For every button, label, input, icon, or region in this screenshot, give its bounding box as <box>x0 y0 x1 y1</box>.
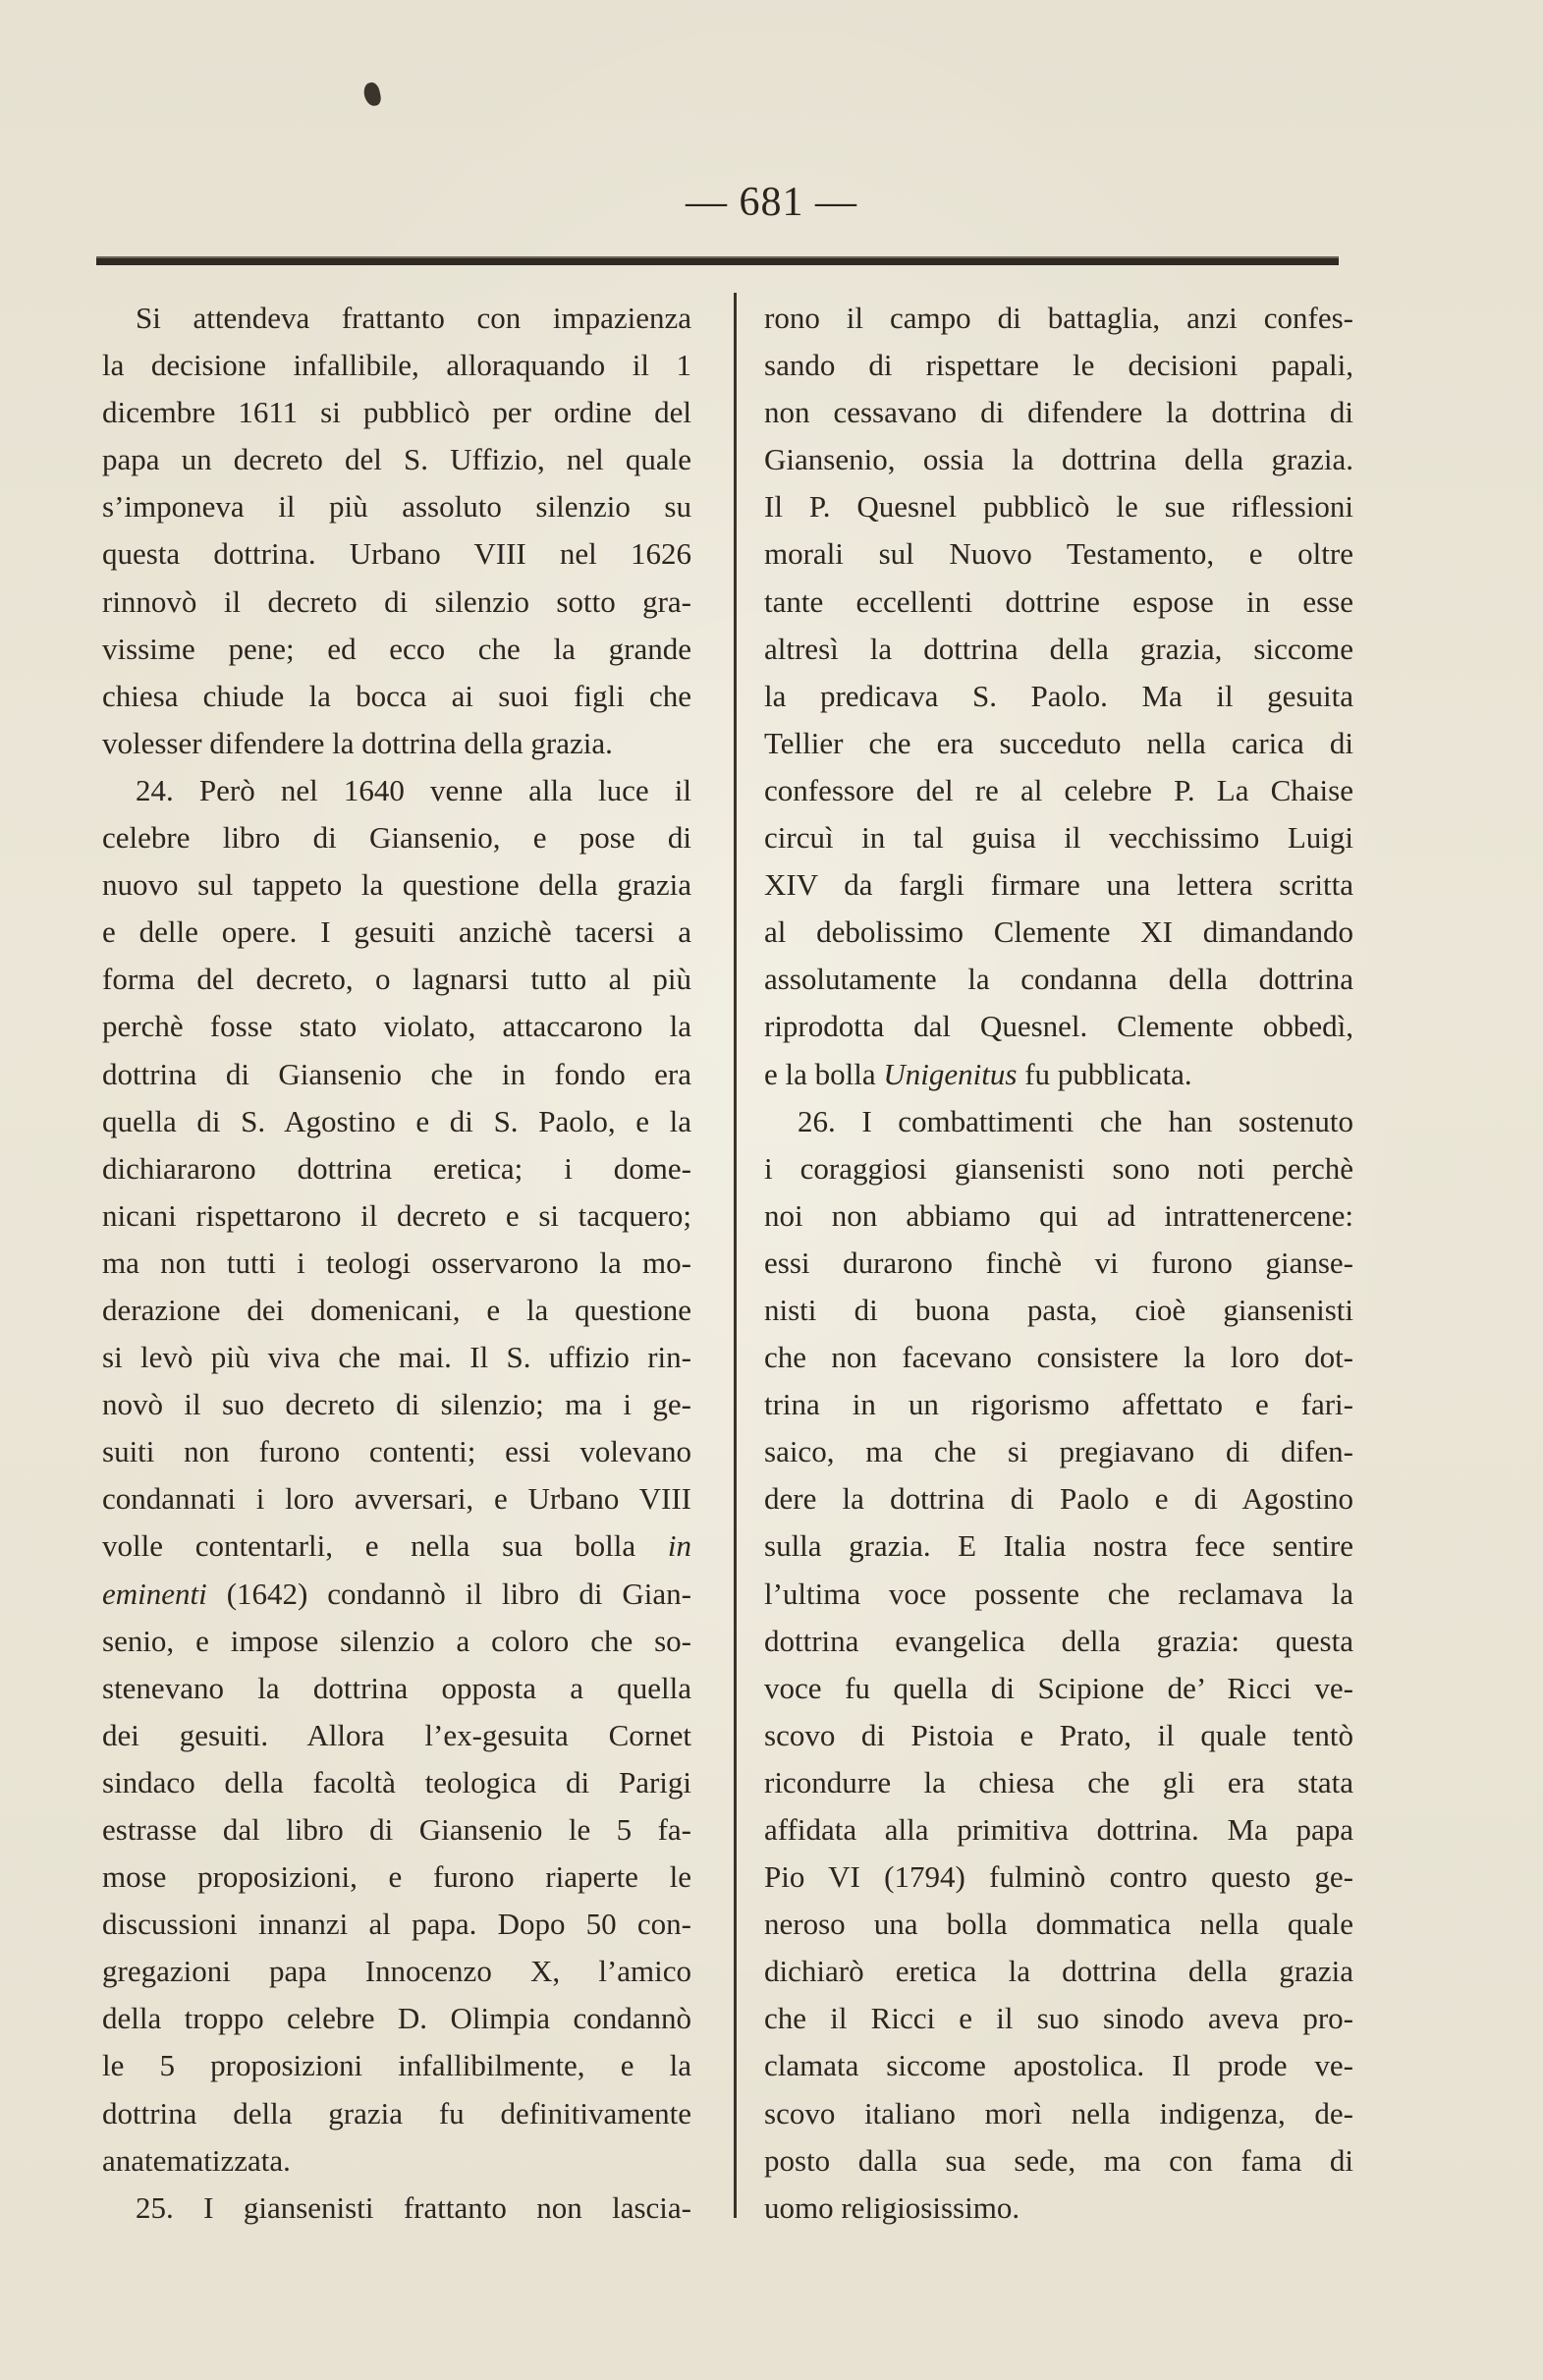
text-line: anatematizzata. <box>102 2142 291 2178</box>
text-line: circuì in tal guisa il vecchissimo Luigi <box>764 820 1353 856</box>
text-line: nisti di buona pasta, cioè giansenisti <box>764 1292 1353 1327</box>
text-line: dicembre 1611 si pubblicò per ordine del <box>102 395 691 430</box>
text-line: morali sul Nuovo Testamento, e oltre <box>764 536 1353 572</box>
line-text: (1642) condannò il libro di Gian- <box>226 1576 691 1611</box>
text-line: novò il suo decreto di silenzio; ma i ge- <box>102 1387 691 1422</box>
text-line <box>102 1571 691 1618</box>
text-line: sando di rispettare le decisioni papali, <box>764 348 1353 383</box>
text-line: dottrina evangelica della grazia: questa <box>764 1623 1353 1658</box>
text-line: 26. I combattimenti che han sostenuto <box>798 1103 1353 1138</box>
text-line: tante eccellenti dottrine espose in esse <box>764 583 1353 619</box>
text-line: mose proposizioni, e furono riaperte le <box>102 1859 691 1895</box>
text-line: ma non tutti i teologi osservarono la mo- <box>102 1245 691 1280</box>
text-line: Giansenio, ossia la dottrina della grazia. <box>764 442 1353 477</box>
text-line: condannati i loro avversari, e Urbano VIII <box>102 1481 691 1517</box>
text-line: sulla grazia. E Italia nostra fece sentire <box>764 1528 1353 1564</box>
text-line: discussioni innanzi al papa. Dopo 50 con- <box>102 1907 691 1942</box>
text-line: quella di S. Agostino e di S. Paolo, e la <box>102 1103 691 1138</box>
text-line: dottrina di Giansenio che in fondo era <box>102 1056 691 1091</box>
text-line: saico, ma che si pregiavano di difen- <box>764 1434 1353 1469</box>
text-line: confessore del re al celebre P. La Chaise <box>764 772 1353 807</box>
text-line: la predicava S. Paolo. Ma il gesuita <box>764 678 1353 713</box>
text-line: clamata siccome apostolica. Il prode ve- <box>764 2048 1353 2083</box>
text-line <box>764 1051 1353 1098</box>
italic-term: eminenti <box>102 1576 207 1611</box>
text-line: dichiararono dottrina eretica; i dome- <box>102 1150 691 1186</box>
text-line: senio, e impose silenzio a coloro che so- <box>102 1623 691 1658</box>
text-line: Il P. Quesnel pubblicò le sue riflessioni <box>764 489 1353 525</box>
text-line: neroso una bolla dommatica nella quale <box>764 1907 1353 1942</box>
text-line: che il Ricci e il suo sinodo aveva pro- <box>764 2001 1353 2036</box>
text-line: si levò più viva che mai. Il S. uffizio rin- <box>102 1340 691 1375</box>
header-rule <box>96 256 1339 265</box>
text-line: scovo italiano morì nella indigenza, de- <box>764 2095 1353 2131</box>
text-line: stenevano la dottrina opposta a quella <box>102 1670 691 1705</box>
text-line: volesser difendere la dottrina della grazia. <box>102 725 613 760</box>
text-line: forma del decreto, o lagnarsi tutto al più <box>102 962 691 997</box>
text-line: scovo di Pistoia e Prato, il quale tentò <box>764 1717 1353 1752</box>
text-line: gregazioni papa Innocenzo X, l’amico <box>102 1954 691 1989</box>
text-line: Si attendeva frattanto con impazienza <box>136 301 691 335</box>
text-line: dere la dottrina di Paolo e di Agostino <box>764 1481 1353 1517</box>
text-line: voce fu quella di Scipione de’ Ricci ve- <box>764 1670 1353 1705</box>
text-line: uomo religiosissimo. <box>764 2189 1020 2225</box>
text-line: 25. I giansenisti frattanto non lascia- <box>136 2189 691 2225</box>
text-line: essi durarono finchè vi furono gianse- <box>764 1245 1353 1280</box>
text-line: che non facevano consistere la loro dot- <box>764 1340 1353 1375</box>
text-line: la decisione infallibile, alloraquando il 1 <box>102 348 691 383</box>
ink-blot <box>362 82 383 108</box>
text-line: non cessavano di difendere la dottrina di <box>764 395 1353 430</box>
text-line: s’imponeva il più assoluto silenzio su <box>102 489 691 525</box>
text-line: e delle opere. I gesuiti anzichè tacersi a <box>102 914 691 950</box>
text-line: perchè fosse stato violato, attaccarono la <box>102 1009 691 1044</box>
line-text: e la bolla <box>764 1056 876 1091</box>
text-line: questa dottrina. Urbano VIII nel 1626 <box>102 536 691 572</box>
text-line: della troppo celebre D. Olimpia condannò <box>102 2001 691 2036</box>
text-line: celebre libro di Giansenio, e pose di <box>102 820 691 856</box>
text-line: posto dalla sua sede, ma con fama di <box>764 2142 1353 2178</box>
column-divider <box>734 293 737 2218</box>
text-line: XIV da fargli firmare una lettera scritta <box>764 867 1353 903</box>
text-line: derazione dei domenicani, e la questione <box>102 1292 691 1327</box>
text-line: assolutamente la condanna della dottrina <box>764 962 1353 997</box>
right-column <box>764 295 1353 2232</box>
text-line: noi non abbiamo qui ad intrattenercene: <box>764 1197 1353 1233</box>
text-line: i coraggiosi giansenisti sono noti perchè <box>764 1150 1353 1186</box>
left-column <box>102 295 691 2232</box>
text-line: affidata alla primitiva dottrina. Ma papa <box>764 1812 1353 1847</box>
text-line: Tellier che era succeduto nella carica di <box>764 725 1353 760</box>
text-line: l’ultima voce possente che reclamava la <box>764 1576 1353 1611</box>
line-text: fu pubblicata. <box>1024 1056 1192 1091</box>
page-number: — 681 — <box>686 180 857 225</box>
line-text: volle contentarli, e nella sua bolla <box>102 1528 636 1564</box>
text-line: nicani rispettarono il decreto e si tacquero; <box>102 1197 691 1233</box>
text-line: ricondurre la chiesa che gli era stata <box>764 1764 1353 1799</box>
text-line: rono il campo di battaglia, anzi confes- <box>764 301 1353 335</box>
text-line: nuovo sul tappeto la questione della grazia <box>102 867 691 903</box>
text-line: al debolissimo Clemente XI dimandando <box>764 914 1353 950</box>
text-line: chiesa chiude la bocca ai suoi figli che <box>102 678 691 713</box>
text-line: trina in un rigorismo affettato e fari- <box>764 1387 1353 1422</box>
text-line: rinnovò il decreto di silenzio sotto gra- <box>102 583 691 619</box>
text-line: papa un decreto del S. Uffizio, nel quale <box>102 442 691 477</box>
text-line: dichiarò eretica la dottrina della grazia <box>764 1954 1353 1989</box>
text-line: dottrina della grazia fu definitivamente <box>102 2095 691 2131</box>
text-line: Pio VI (1794) fulminò contro questo ge- <box>764 1859 1353 1895</box>
text-line: sindaco della facoltà teologica di Parigi <box>102 1764 691 1799</box>
italic-term: Unigenitus <box>883 1056 1018 1091</box>
text-line <box>102 1522 691 1570</box>
text-line: estrasse dal libro di Giansenio le 5 fa- <box>102 1812 691 1847</box>
text-line: dei gesuiti. Allora l’ex-gesuita Cornet <box>102 1717 691 1752</box>
text-line: riprodotta dal Quesnel. Clemente obbedì, <box>764 1009 1353 1044</box>
text-line: suiti non furono contenti; essi volevano <box>102 1434 691 1469</box>
text-line: altresì la dottrina della grazia, siccome <box>764 631 1353 666</box>
text-line: 24. Però nel 1640 venne alla luce il <box>136 772 691 807</box>
text-line: vissime pene; ed ecco che la grande <box>102 631 691 666</box>
italic-term: in <box>667 1528 691 1564</box>
text-line: le 5 proposizioni infallibilmente, e la <box>102 2048 691 2083</box>
